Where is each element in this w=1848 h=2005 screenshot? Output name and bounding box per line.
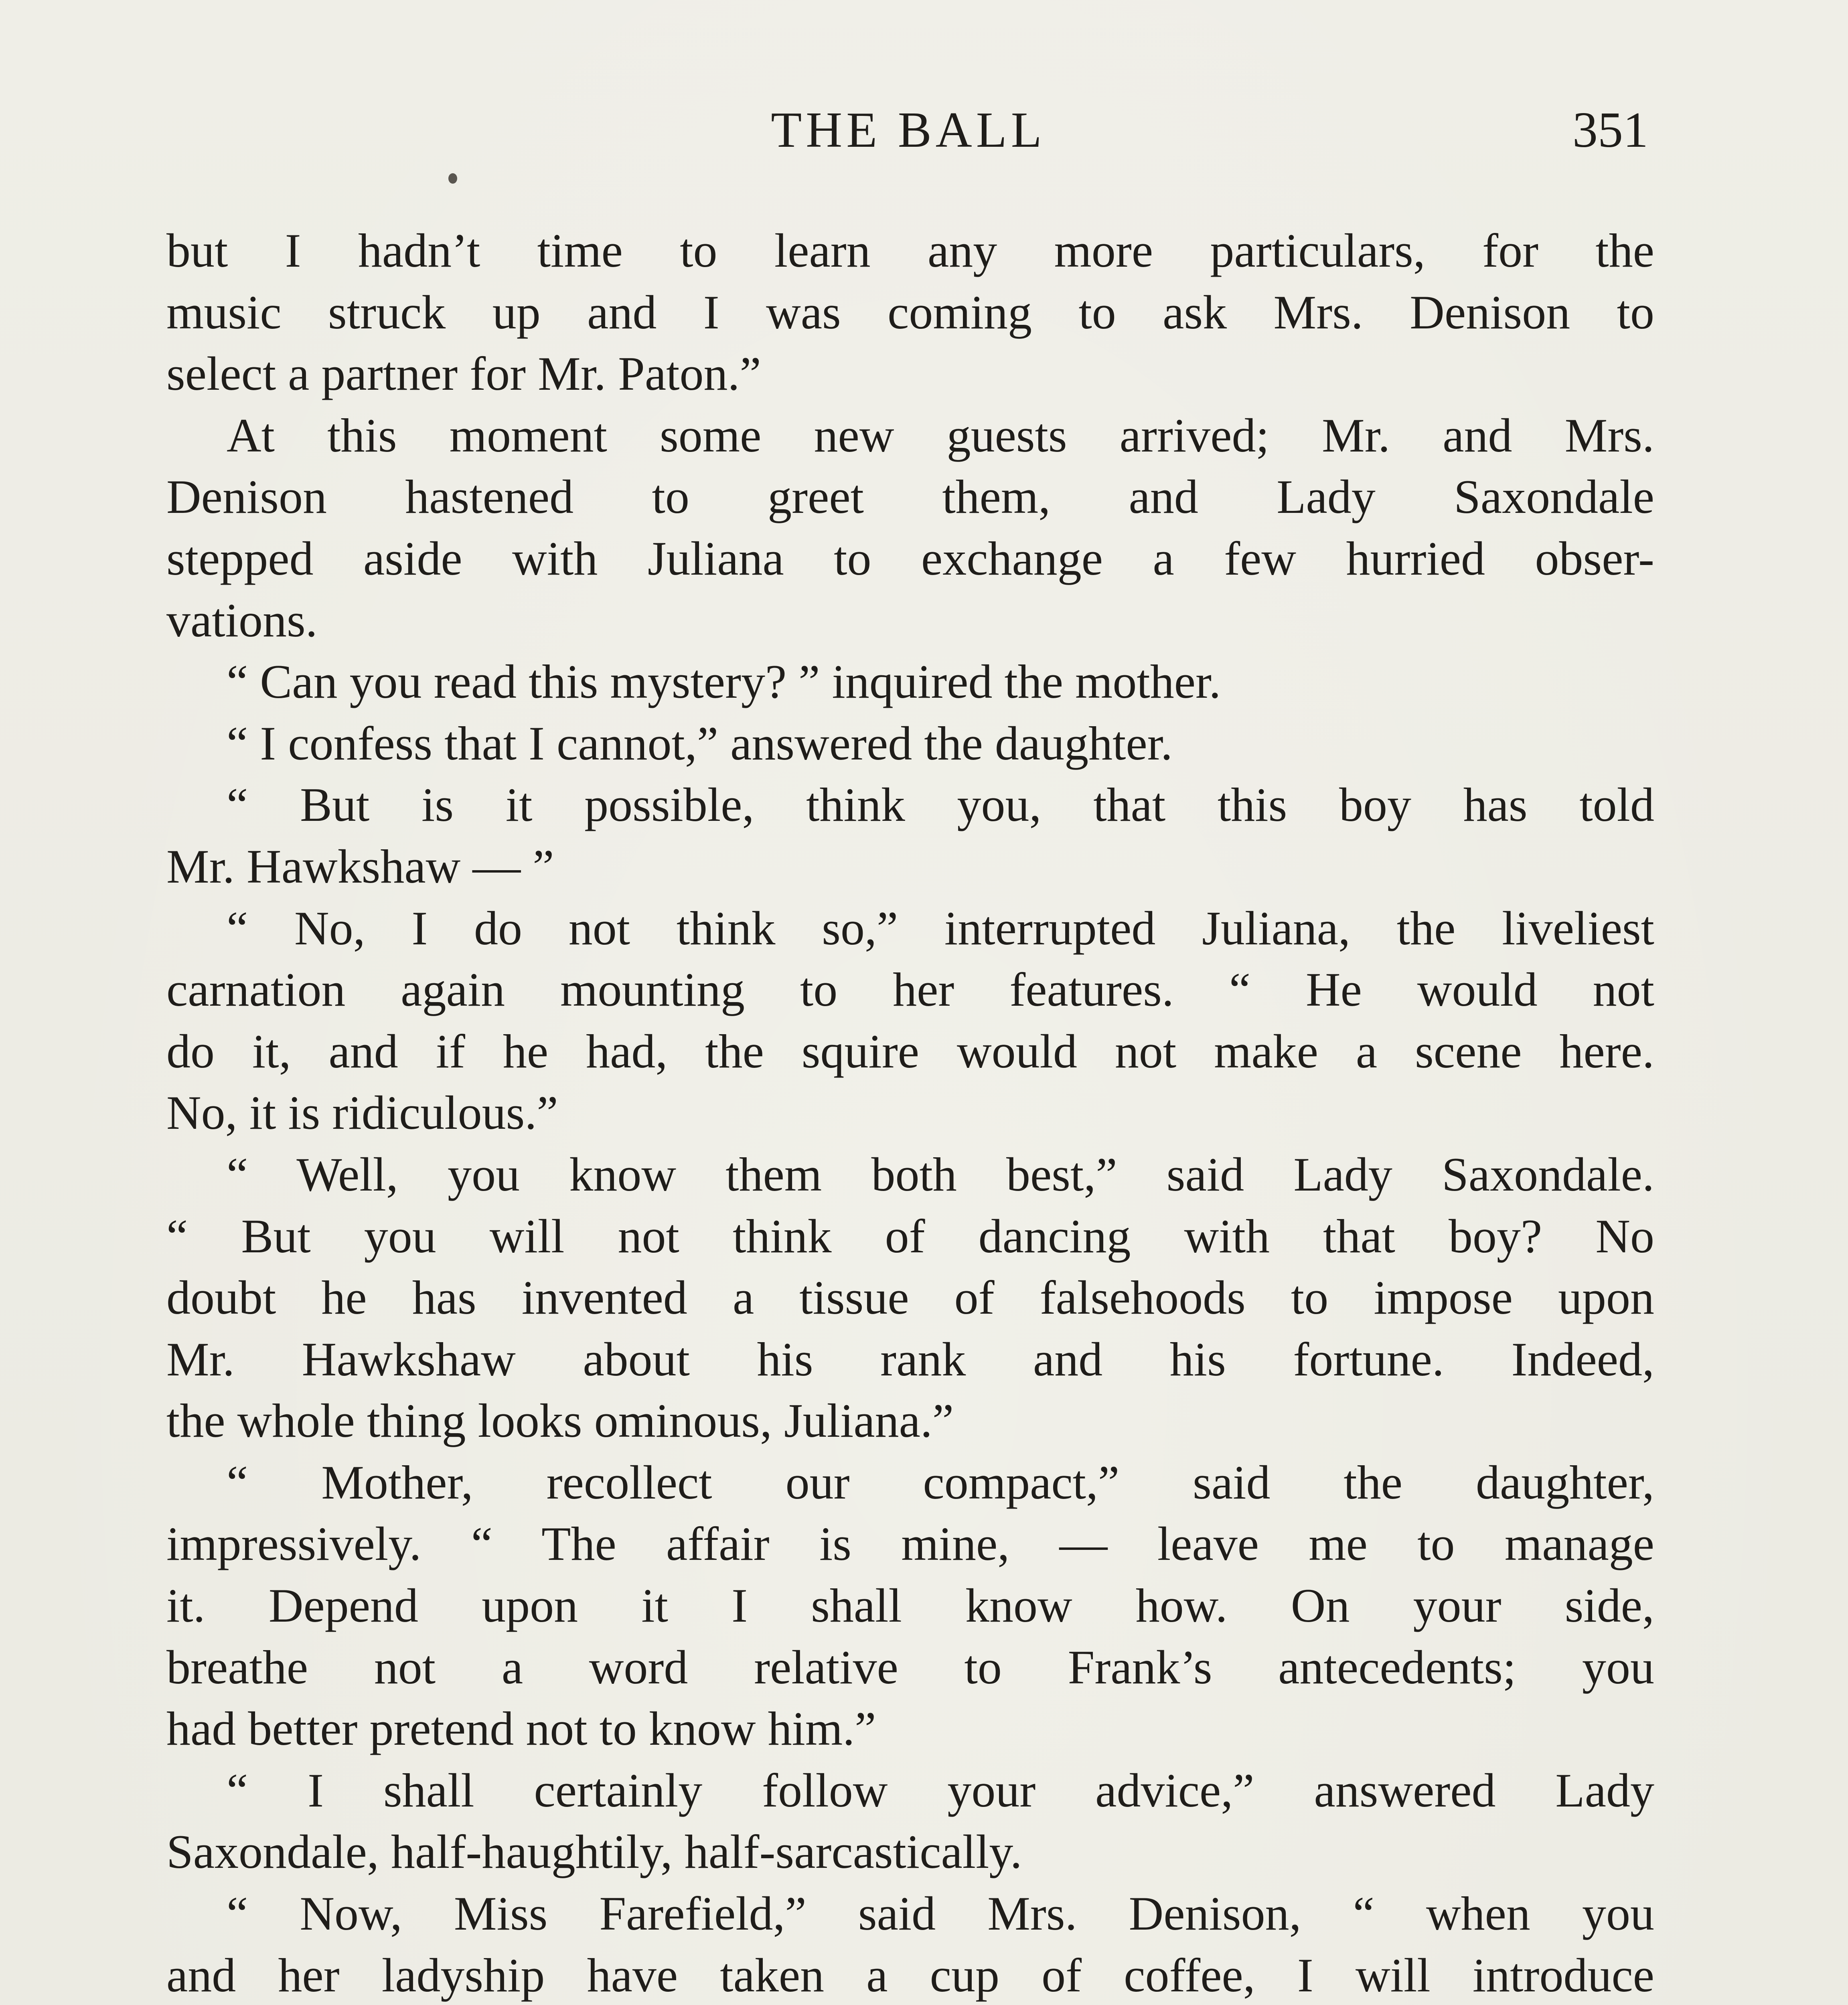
text-line: “ But is it possible, think you, that this boy has told <box>227 778 1654 832</box>
text-line: the whole thing looks ominous, Juliana.” <box>166 1394 954 1448</box>
text-line: “ I confess that I cannot,” answered the daughter. <box>227 716 1173 770</box>
text-line: do it, and if he had, the squire would not make a scene here. <box>166 1024 1654 1078</box>
text-line: Denison hastened to greet them, and Lady Saxondale <box>166 470 1654 524</box>
text-line: “ No, I do not think so,” interrupted Juliana, the liveliest <box>227 901 1654 955</box>
text-line: had better pretend not to know him.” <box>166 1702 876 1756</box>
text-line: but I hadn’t time to learn any more particulars, for the <box>166 224 1654 277</box>
text-line: “ Can you read this mystery? ” inquired the mother. <box>227 655 1221 709</box>
text-line: it. Depend upon it I shall know how. On your side, <box>166 1579 1654 1632</box>
text-line: At this moment some new guests arrived; Mr. and Mrs. <box>227 408 1654 462</box>
text-line: and her ladyship have taken a cup of coffee, I will introduce <box>166 1948 1654 2002</box>
text-line: stepped aside with Juliana to exchange a few hurried obser- <box>166 531 1654 585</box>
text-line: Saxondale, half-haughtily, half-sarcastically. <box>166 1825 1022 1879</box>
running-head <box>168 102 1648 185</box>
text-line: impressively. “ The affair is mine, — leave me to manage <box>166 1517 1654 1571</box>
text-line: vations. <box>166 593 318 647</box>
text-line: carnation again mounting to her features. “ He would not <box>166 963 1654 1017</box>
running-title: THE BALL <box>771 102 1046 158</box>
text-line: doubt he has invented a tissue of falsehoods to impose upon <box>166 1271 1654 1325</box>
text-line: “ Well, you know them both best,” said Lady Saxondale. <box>227 1147 1654 1201</box>
text-line: Mr. Hawkshaw about his rank and his fortune. Indeed, <box>166 1332 1654 1386</box>
body-text <box>166 220 1654 2005</box>
text-line: No, it is ridiculous.” <box>166 1086 558 1140</box>
text-line: breathe not a word relative to Frank’s antecedents; you <box>166 1640 1654 1694</box>
text-line: music struck up and I was coming to ask Mrs. Denison to <box>166 285 1654 339</box>
page-number: 351 <box>1572 102 1648 158</box>
text-line: select a partner for Mr. Paton.” <box>166 347 761 401</box>
text-line: “ I shall certainly follow your advice,” answered Lady <box>227 1763 1654 1817</box>
ink-speck <box>448 173 457 184</box>
text-line: “ But you will not think of dancing with that boy? No <box>166 1209 1654 1263</box>
text-line: “ Now, Miss Farefield,” said Mrs. Denison, “ when you <box>227 1887 1654 1940</box>
text-line: Mr. Hawkshaw — ” <box>166 839 554 893</box>
text-line: “ Mother, recollect our compact,” said the daughter, <box>227 1455 1654 1509</box>
